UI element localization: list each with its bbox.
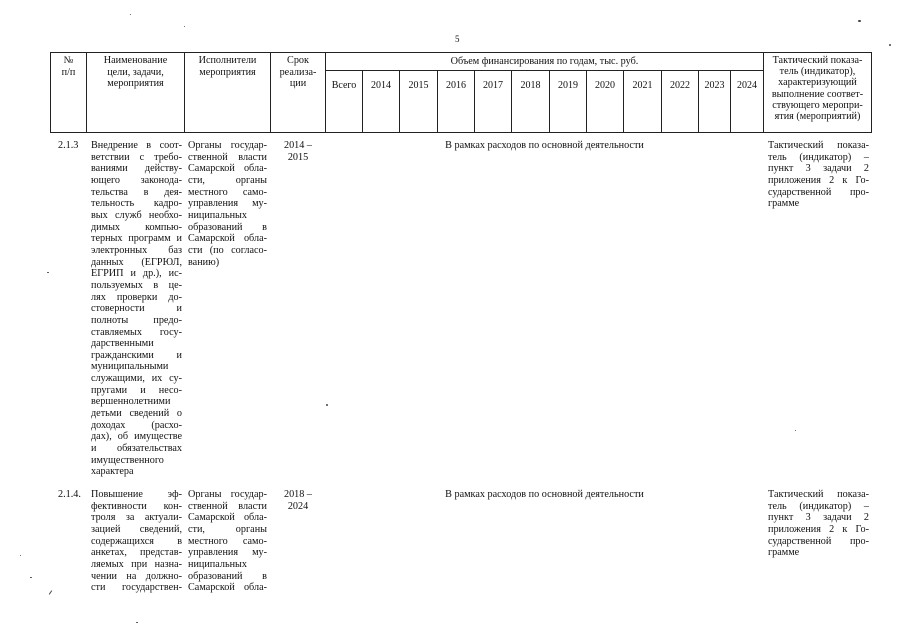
row-number: 2.1.3 xyxy=(58,140,79,151)
row-financing: В рамках расходов по основной деятельности xyxy=(445,489,644,500)
row-term: 2018 – 2024 xyxy=(283,489,312,512)
header-year: 2016 xyxy=(446,80,466,91)
row-name: Внедрение в соот- ветствии с требо- ваниями действу- ющего законода- тельства в дея- тельность кадро- вых служб необхо- димых компью- терных программ и электронных баз данных (ЕГРЮЛ, ЕГРИП и др.), ис- пользуемых в це- лях проверки до- стоверности и полноты предо- ставляемых госу- дарственными гражданскими и муниципальными служащими, их су- пругами и несо- вершеннолетними детьми сведений о доходах (расхо- дах), об имуществе и обязательствах имущественного характера xyxy=(91,140,182,478)
row-indicator: Тактический показа- тель (индикатор) – пункт 3 задачи 2 приложения 2 к Го- сударственной про- грамме xyxy=(768,489,869,559)
row-executors: Органы государ- ственной власти Самарской обла- сти, органы местного само- управления му- ниципальных образований в Самарской обла- сти (по согласо- ванию) xyxy=(188,140,267,268)
header-year: 2023 xyxy=(704,80,725,91)
header-total: Всего xyxy=(331,80,357,91)
row-number: 2.1.4. xyxy=(58,489,81,500)
header-name: Наименование цели, задачи, мероприятия xyxy=(103,55,168,90)
header-num: № п/п xyxy=(61,55,76,78)
header-year: 2019 xyxy=(558,80,578,91)
header-year: 2022 xyxy=(670,80,690,91)
header-year: 2015 xyxy=(408,80,429,91)
header-indicator: Тактический показа- тель (индикатор), характеризующий выполнение соответ- ствующего меропри- ятия (мероприятий) xyxy=(771,55,864,123)
row-financing: В рамках расходов по основной деятельности xyxy=(445,140,644,151)
header-year: 2017 xyxy=(483,80,503,91)
header-year: 2018 xyxy=(520,80,541,91)
header-executors: Исполнители мероприятия xyxy=(198,55,257,78)
page-number: 5 xyxy=(455,34,460,44)
header-year: 2024 xyxy=(737,80,757,91)
row-executors: Органы государ- ственной власти Самарской обла- сти, органы местного само- управления му- ниципальных образований в Самарской обла- xyxy=(188,489,267,594)
header-term: Срок реализа- ции xyxy=(279,55,317,90)
header-year: 2014 xyxy=(371,80,391,91)
header-year: 2021 xyxy=(632,80,653,91)
row-indicator: Тактический показа- тель (индикатор) – пункт 3 задачи 2 приложения 2 к Го- сударственной про- грамме xyxy=(768,140,869,210)
row-name: Повышение эф- фективности кон- троля за актуали- зацией сведений, содержащихся в анкетах, представ- ляемых при назна- чении на должно- сти государствен- xyxy=(91,489,182,594)
header-financing: Объем финансирования по годам, тыс. руб. xyxy=(450,56,639,67)
header-year: 2020 xyxy=(595,80,615,91)
row-term: 2014 – 2015 xyxy=(283,140,312,163)
